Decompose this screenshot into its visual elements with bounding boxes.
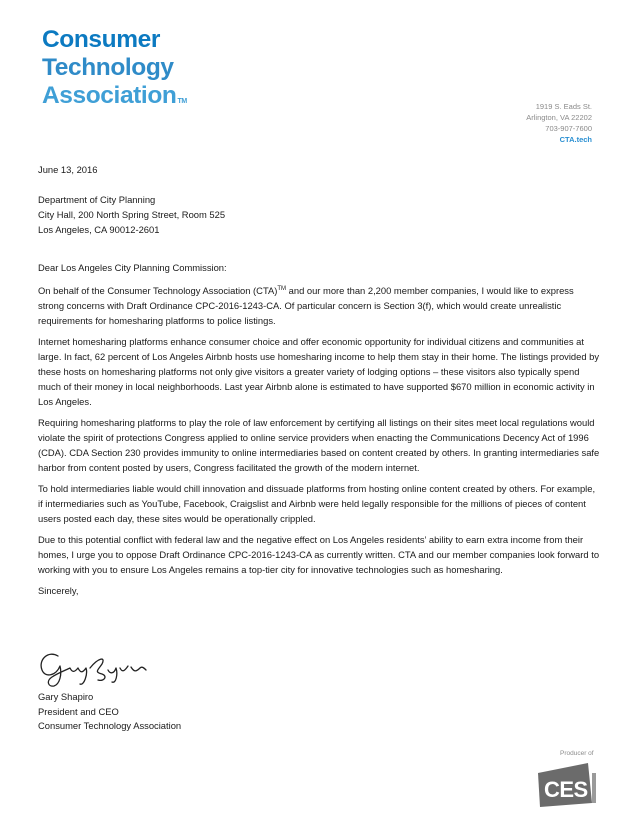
producer-label: Producer of — [560, 750, 594, 757]
letter-greeting: Dear Los Angeles City Planning Commission: — [38, 262, 227, 273]
address-phone: 703-907-7600 — [545, 124, 592, 133]
p1-trademark: TM — [277, 285, 287, 292]
letter-closing: Sincerely, — [38, 585, 79, 596]
recipient-line: Los Angeles, CA 90012-2601 — [38, 224, 160, 235]
ces-logo-text: CES — [544, 777, 588, 802]
logo-line-consumer: Consumer — [42, 26, 160, 53]
signer-organization: Consumer Technology Association — [38, 720, 182, 731]
logo-association-text: Association — [42, 82, 177, 109]
address-city: Arlington, VA 22202 — [526, 113, 592, 122]
letter-date: June 13, 2016 — [38, 164, 98, 175]
logo-line-technology: Technology — [42, 54, 174, 81]
letter-paragraph-1 — [38, 283, 602, 328]
letter-paragraph-5: Due to this potential conflict with federal law and the negative effect on Los Angeles residents’ ability to earn extra income from their homes, I urge you to oppose Draft Ordinance CPC-2016-1243-CA as currently written. CTA and our member companies look forward to working with you to ensure Los Angeles remains a top-tier city for innovative technologies such as homesharing. — [38, 534, 600, 575]
recipient-line: City Hall, 200 North Spring Street, Room 525 — [38, 209, 226, 220]
logo-tm-mark: TM — [177, 98, 187, 105]
recipient-address — [38, 192, 602, 237]
letter-paragraph-2: Internet homesharing platforms enhance consumer choice and offer economic opportunity for individual citizens and communities at large. In fact, 62 percent of Los Angeles Airbnb hosts use homesharing income to help them stay in their home. The listings provided by these hosts on homesharing platforms not only give visitors a greater variety of lodging options – these visitors also typically spend much of their money in local neighborhoods. Last year Airbnb alone is estimated to have supported $670 million in economic activity in Los Angeles. — [38, 336, 600, 407]
address-website: CTA.tech — [559, 135, 592, 144]
handwritten-signature — [36, 646, 148, 688]
signer-title: President and CEO — [38, 705, 119, 717]
p1-text-before: On behalf of the Consumer Technology Association (CTA) — [38, 285, 278, 296]
letterhead-address — [526, 101, 592, 145]
signer-block — [38, 690, 181, 734]
logo-line-association — [42, 82, 187, 110]
letter-paragraph-4: To hold intermediaries liable would chill innovation and dissuade platforms from hosting online content created by others. For example, if intermediaries such as YouTube, Facebook, Craigslist and Airbnb were held legally responsible for the millions of pieces of content users posted each day, these sites would be operationally crippled. — [38, 483, 596, 524]
signer-name: Gary Shapiro — [38, 691, 94, 702]
cta-logo — [42, 26, 187, 110]
recipient-line: Department of City Planning — [38, 194, 156, 205]
letter-body — [38, 162, 602, 598]
producer-of-ces — [532, 750, 612, 809]
p1-text-after: and our more than 2,200 member companies, I would like to express strong concerns with Draft Ordinance CPC-2016-1243-CA. Of particular concern is Section 3(f), which would create unrealistic requirements for homesharing platforms to police listings. — [38, 285, 574, 326]
ces-logo — [532, 759, 612, 809]
letter-paragraph-3: Requiring homesharing platforms to play the role of law enforcement by certifying all listings on their sites meet local regulations would violate the spirit of protections Congress applied to online service providers when enacting the Communications Decency Act of 1996 (CDA). CDA Section 230 provides immunity to online intermediaries based on content created by others. In granting intermediaries safe harbor from content posted by users, Congress facilitated the growth of the modern internet. — [38, 417, 600, 473]
address-street: 1919 S. Eads St. — [535, 102, 592, 111]
